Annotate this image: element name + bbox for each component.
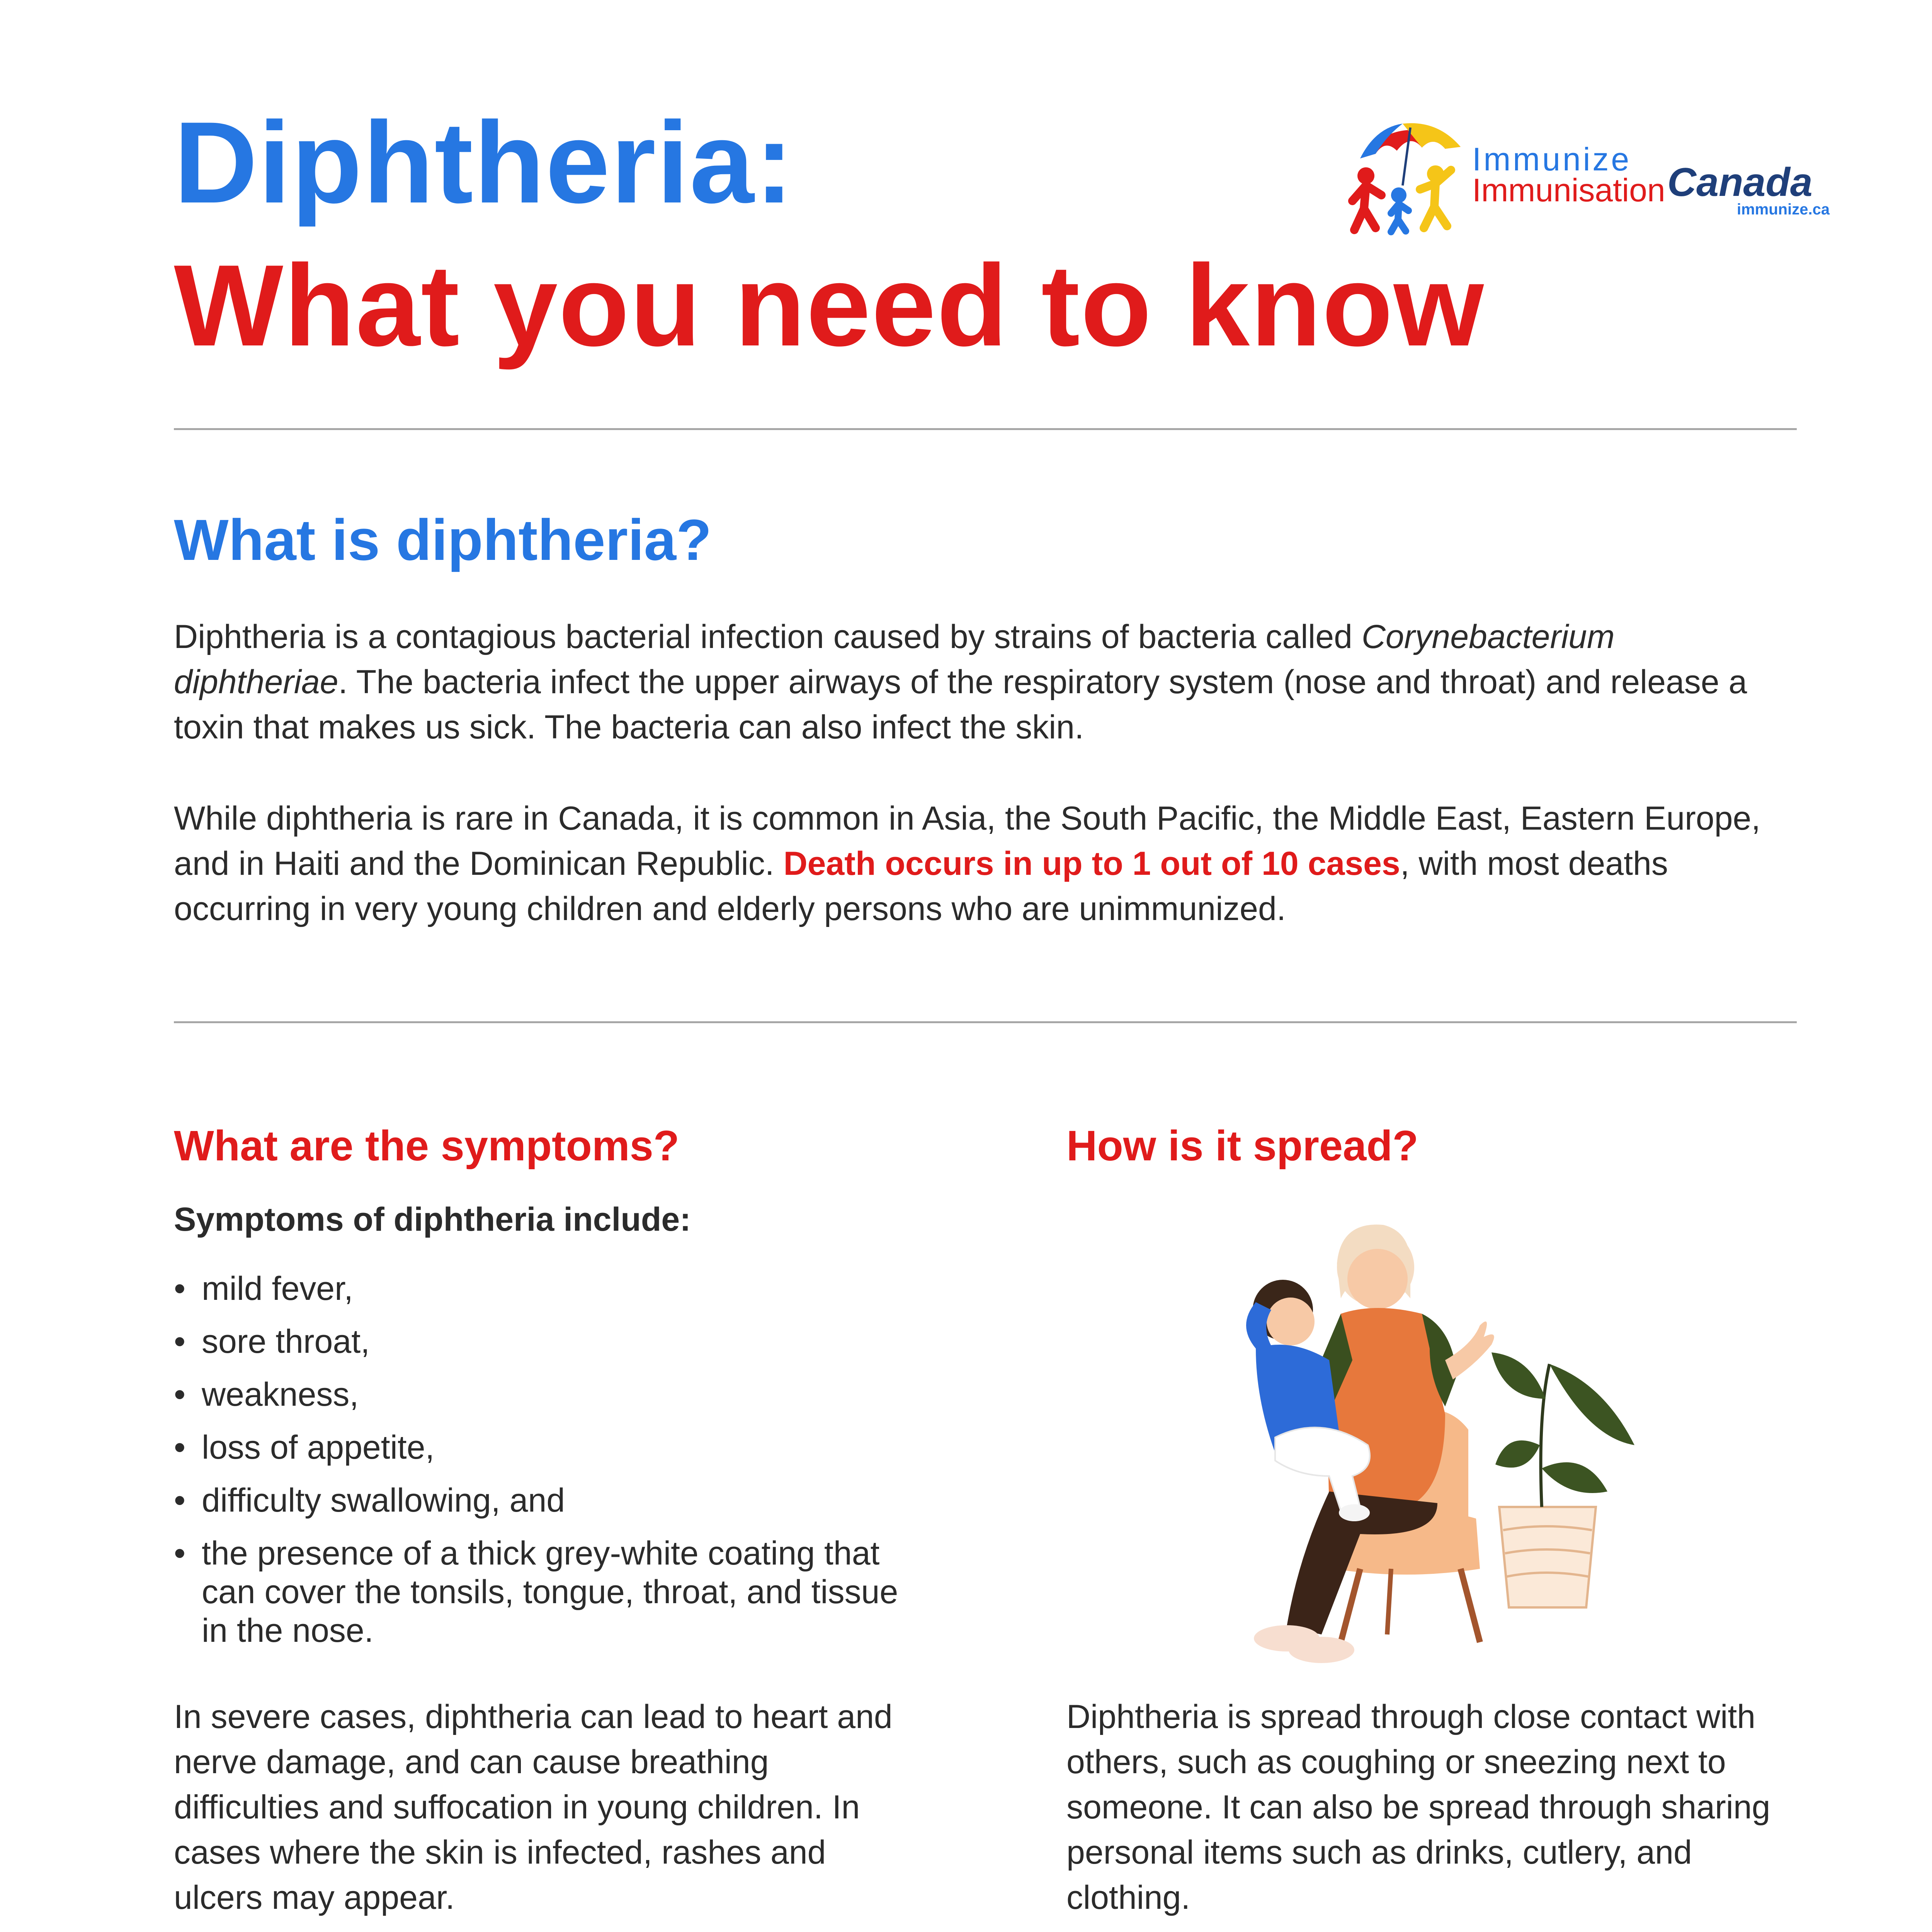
list-item: • mild fever, (174, 1269, 908, 1308)
death-rate-highlight: Death occurs in up to 1 out of 10 cases (783, 845, 1400, 882)
symptoms-severe-paragraph: In severe cases, diphtheria can lead to heart and nerve damage, and can cause breathing difficulties and suffocation in young children. In cases where the skin is infected, rashes and ulcers may appear. (174, 1698, 893, 1916)
symptoms-lead: Symptoms of diphtheria include: (174, 1201, 691, 1238)
grandmother-child-illustration-icon (1159, 1198, 1700, 1681)
spread-paragraph: Diphtheria is spread through close contact with others, such as coughing or sneezing next to someone. It can also be spread through sharing personal items such as drinks, cutlery, and clothing. (1066, 1698, 1770, 1916)
what-is-paragraph-2: While diphtheria is rare in Canada, it is common in Asia, the South Pacific, the Middle East, Eastern Europe, and in Haiti and the Dominican Republic. Death occurs in up to 1 out of 10 cases, with most deaths occurring in very young children and elderly persons who are unimmunized. (174, 800, 1761, 927)
list-item: • sore throat, (174, 1322, 908, 1361)
what-is-heading: What is diphtheria? (174, 507, 712, 572)
logo-immunize-text: Immunize (1472, 141, 1632, 177)
what-is-paragraph-1: Diphtheria is a contagious bacterial infection caused by strains of bacteria called Corynebacterium diphtheriae. The bacteria infect the upper airways of the respiratory system (nose and throat) and release a toxin that makes us sick. The bacteria can also infect the skin. (174, 618, 1747, 746)
symptoms-heading: What are the symptoms? (174, 1122, 680, 1170)
list-item: • difficulty swallowing, and (174, 1481, 908, 1520)
list-item: • the presence of a thick grey-white coating that can cover the tonsils, tongue, throat, and tissue in the nose. (174, 1534, 908, 1650)
divider-top (174, 428, 1797, 430)
symptom-list (174, 1269, 908, 1664)
umbrella-family-logo-icon (1345, 112, 1472, 236)
bacteria-name: Corynebacterium diphtheriae (174, 618, 1615, 701)
logo-immunisation-text: Immunisation (1472, 172, 1665, 208)
list-item: • loss of appetite, (174, 1428, 908, 1467)
divider-middle (174, 1021, 1797, 1023)
logo-canada-text: Canada (1667, 160, 1813, 205)
title-line-2: What you need to know (174, 240, 1485, 370)
logo-url-text: immunize.ca (1737, 201, 1830, 218)
title-line-1: Diphtheria: (174, 97, 794, 227)
list-item: • weakness, (174, 1375, 908, 1414)
immunize-canada-logo (1345, 112, 1830, 236)
grandmother-child-illustration (1159, 1198, 1700, 1681)
spread-heading: How is it spread? (1066, 1122, 1418, 1170)
